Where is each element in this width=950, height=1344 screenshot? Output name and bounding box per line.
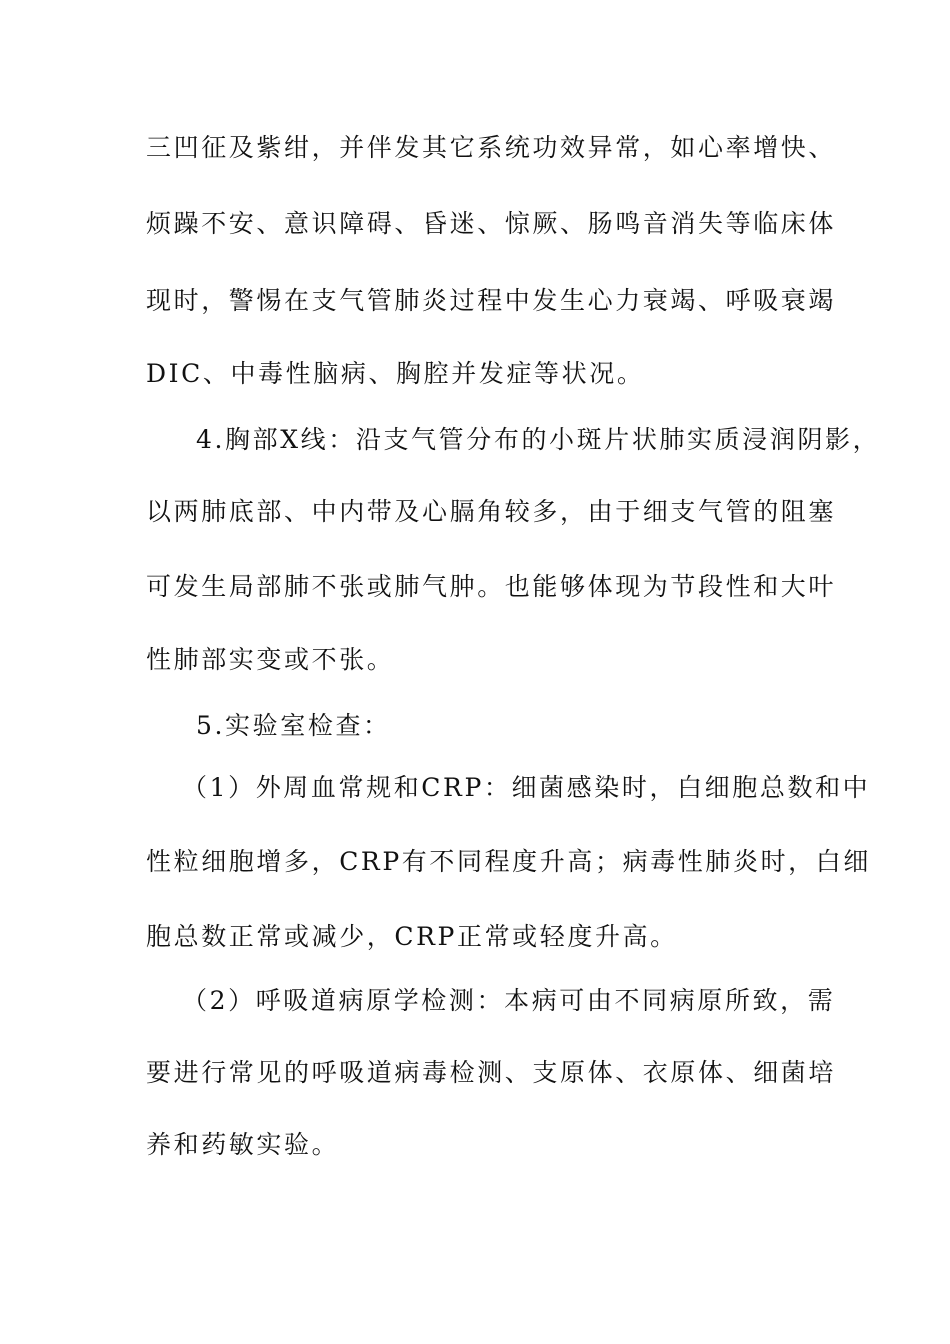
section-heading-chest-xray: 4.胸部X线：沿支气管分布的小斑片状肺实质浸润阴影， xyxy=(196,425,881,454)
section-heading-lab-tests: 5.实验室检查： xyxy=(196,711,391,740)
paragraph-line: 要进行常见的呼吸道病毒检测、支原体、衣原体、细菌培 xyxy=(146,1058,837,1087)
paragraph-line: 胞总数正常或减少，CRP正常或轻度升高。 xyxy=(146,922,678,951)
paragraph-line: 可发生局部肺不张或肺气肿。也能够体现为节段性和大叶 xyxy=(146,572,837,601)
subsection-pathogen-testing: （2）呼吸道病原学检测：本病可由不同病原所致，需 xyxy=(182,986,836,1015)
paragraph-line: 以两肺底部、中内带及心膈角较多，由于细支气管的阻塞 xyxy=(146,497,837,526)
paragraph-line: 三凹征及紫绀，并伴发其它系统功效异常，如心率增快、 xyxy=(146,133,837,162)
paragraph-line: 现时，警惕在支气管肺炎过程中发生心力衰竭、呼吸衰竭 xyxy=(146,286,837,315)
paragraph-line: 性粒细胞增多，CRP有不同程度升高；病毒性肺炎时，白细 xyxy=(146,847,871,876)
paragraph-line: 性肺部实变或不张。 xyxy=(146,645,395,674)
paragraph-line: 烦躁不安、意识障碍、昏迷、惊厥、肠鸣音消失等临床体 xyxy=(146,209,837,238)
paragraph-line: 养和药敏实验。 xyxy=(146,1130,340,1159)
subsection-blood-routine: （1）外周血常规和CRP：细菌感染时，白细胞总数和中 xyxy=(182,773,871,802)
paragraph-line: DIC、中毒性脑病、胸腔并发症等状况。 xyxy=(146,359,645,388)
